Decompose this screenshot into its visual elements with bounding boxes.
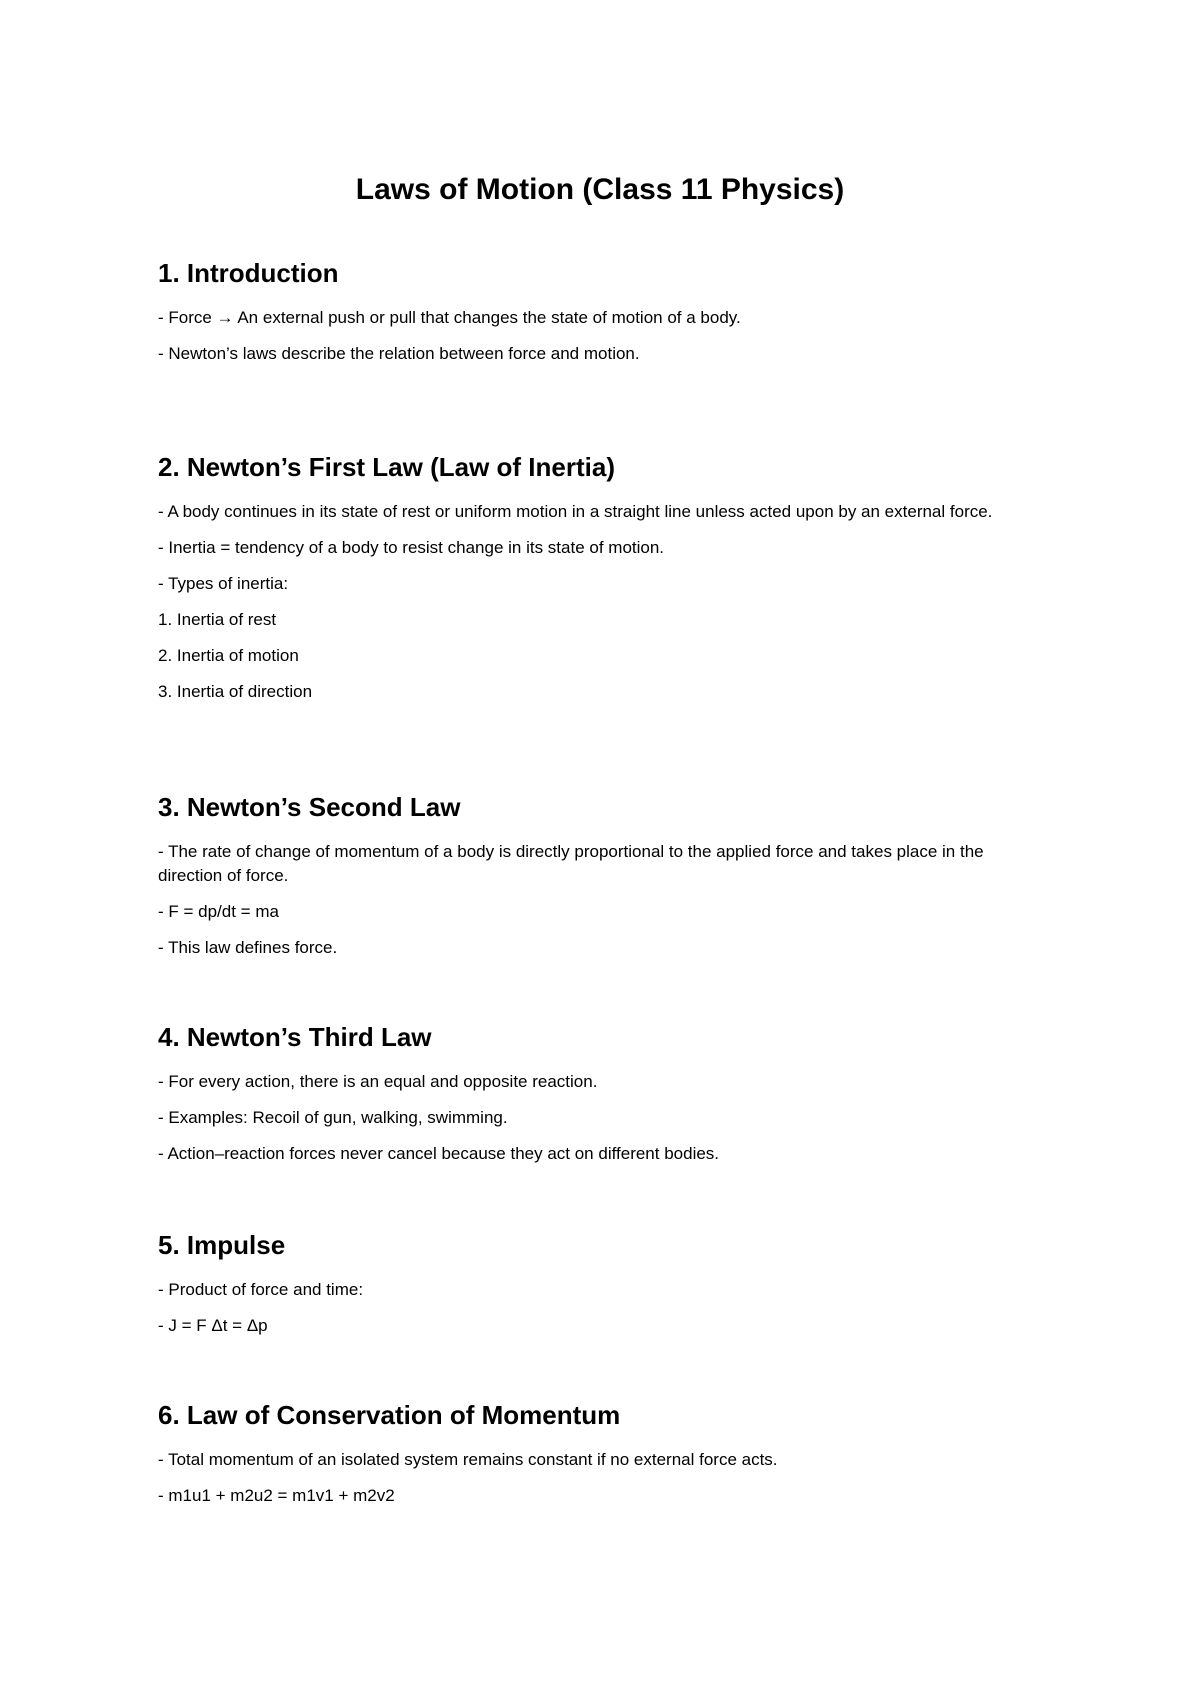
list-item: 3. Inertia of direction	[158, 682, 313, 701]
section-line: - For every action, there is an equal and opposite reaction.	[158, 1072, 598, 1091]
section-line: - Total momentum of an isolated system remains constant if no external force acts.	[158, 1450, 778, 1469]
section-heading: 4. Newton’s Third Law	[158, 1022, 432, 1052]
section-line: - Inertia = tendency of a body to resist change in its state of motion.	[158, 538, 665, 557]
section-line: - Product of force and time:	[158, 1280, 364, 1299]
section-conservation-of-momentum	[158, 1398, 1038, 1520]
section-line: - Action–reaction forces never cancel because they act on different bodies.	[158, 1144, 720, 1163]
section-line: - The rate of change of momentum of a body is directly proportional to the applied force and takes place in the direction of force.	[158, 842, 984, 885]
section-heading: 1. Introduction	[158, 258, 339, 288]
section-third-law	[158, 1020, 1038, 1178]
section-line: - Newton’s laws describe the relation between force and motion.	[158, 344, 640, 363]
section-introduction	[158, 256, 1038, 378]
section-line: - This law defines force.	[158, 938, 338, 957]
section-line: - A body continues in its state of rest or uniform motion in a straight line unless acted upon by an external force.	[158, 502, 993, 521]
section-heading: 6. Law of Conservation of Momentum	[158, 1400, 621, 1430]
section-line: - m1u1 + m2u2 = m1v1 + m2v2	[158, 1486, 395, 1505]
section-second-law	[158, 790, 1038, 972]
section-heading: 2. Newton’s First Law (Law of Inertia)	[158, 452, 615, 482]
section-line: - F = dp/dt = ma	[158, 902, 279, 921]
page-title: Laws of Motion (Class 11 Physics)	[355, 173, 845, 206]
section-line: - J = F Δt = Δp	[158, 1316, 268, 1335]
section-first-law	[158, 450, 1038, 716]
section-impulse	[158, 1228, 1038, 1350]
section-heading: 5. Impulse	[158, 1230, 286, 1260]
list-item: 2. Inertia of motion	[158, 646, 299, 665]
section-line: - Force → An external push or pull that changes the state of motion of a body.	[158, 308, 741, 327]
section-line: - Types of inertia:	[158, 574, 289, 593]
section-heading: 3. Newton’s Second Law	[158, 792, 461, 822]
list-item: 1. Inertia of rest	[158, 610, 277, 629]
section-line: - Examples: Recoil of gun, walking, swimming.	[158, 1108, 508, 1127]
